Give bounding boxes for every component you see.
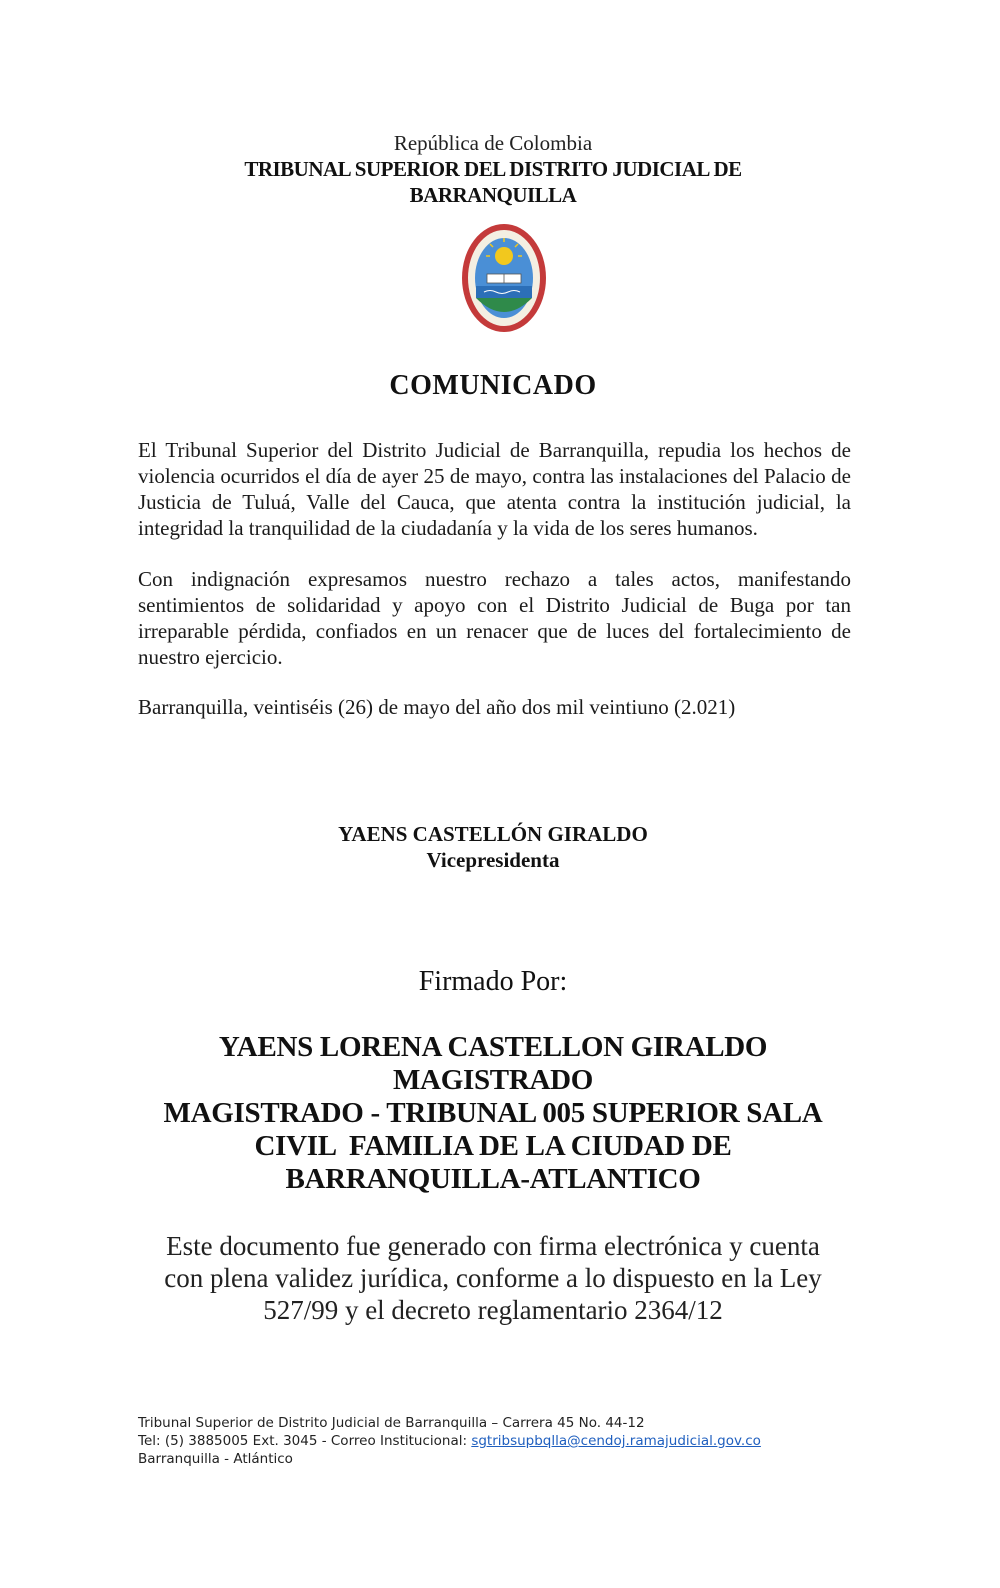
letterhead — [0, 130, 986, 208]
legal-line-3: 527/99 y el decreto reglamentario 2364/12 — [263, 1295, 723, 1325]
signer-role: Vicepresidenta — [426, 848, 560, 872]
legal-line-1: Este documento fue generado con firma electrónica y cuenta — [166, 1231, 820, 1261]
body-paragraph-1: El Tribunal Superior del Distrito Judicial de Barranquilla, repudia los hechos de violencia ocurridos el día de ayer 25 de mayo, contra las instalaciones del Palacio de Justicia de Tuluá, Valle del Cauca, que atenta contra la institución judicial, la integridad la tranquilidad de la ciudadanía y la vida de los seres humanos. — [138, 438, 851, 540]
legal-line-2: con plena validez jurídica, conforme a lo dispuesto en la Ley — [164, 1263, 822, 1293]
body-paragraph-2: Con indignación expresamos nuestro rechazo a tales actos, manifestando sentimientos de solidaridad y apoyo con el Distrito Judicial de Buga por tan irreparable pérdida, confiados en un renacer que de luces del fortalecimiento de nuestro ejercicio. — [138, 567, 851, 669]
footer-address: Tribunal Superior de Distrito Judicial de Barranquilla – Carrera 45 No. 44-12 — [138, 1415, 645, 1431]
court-name-line1: TRIBUNAL SUPERIOR DEL DISTRITO JUDICIAL DE — [244, 157, 742, 181]
sig-line-1: YAENS LORENA CASTELLON GIRALDO — [218, 1031, 768, 1063]
court-seal-icon — [460, 222, 548, 334]
page-footer — [138, 1414, 878, 1468]
court-name-line2: BARRANQUILLA — [409, 183, 577, 207]
legal-notice — [120, 1230, 866, 1326]
sig-line-5: BARRANQUILLA-ATLANTICO — [285, 1163, 701, 1195]
country-name: República de Colombia — [393, 131, 593, 155]
sig-line-3: MAGISTRADO - TRIBUNAL 005 SUPERIOR SALA — [163, 1097, 823, 1129]
document-title: COMUNICADO — [389, 370, 597, 401]
footer-phone: Tel: (5) 3885005 Ext. 3045 - Correo Institucional: — [138, 1433, 472, 1449]
sig-line-2: MAGISTRADO — [392, 1064, 593, 1096]
date-line: Barranquilla, veintiséis (26) de mayo del año dos mil veintiuno (2.021) — [138, 695, 736, 719]
signer-name: YAENS CASTELLÓN GIRALDO — [338, 822, 648, 846]
footer-city: Barranquilla - Atlántico — [138, 1451, 293, 1467]
electronic-signature-block — [150, 1031, 836, 1196]
footer-contact — [138, 1432, 878, 1450]
signer-block — [0, 821, 986, 873]
footer-email-link[interactable]: sgtribsupbqlla@cendoj.ramajudicial.gov.co — [471, 1433, 761, 1449]
sig-line-4: CIVIL FAMILIA DE LA CIUDAD DE — [254, 1130, 732, 1162]
signed-by-heading: Firmado Por: — [418, 966, 568, 997]
